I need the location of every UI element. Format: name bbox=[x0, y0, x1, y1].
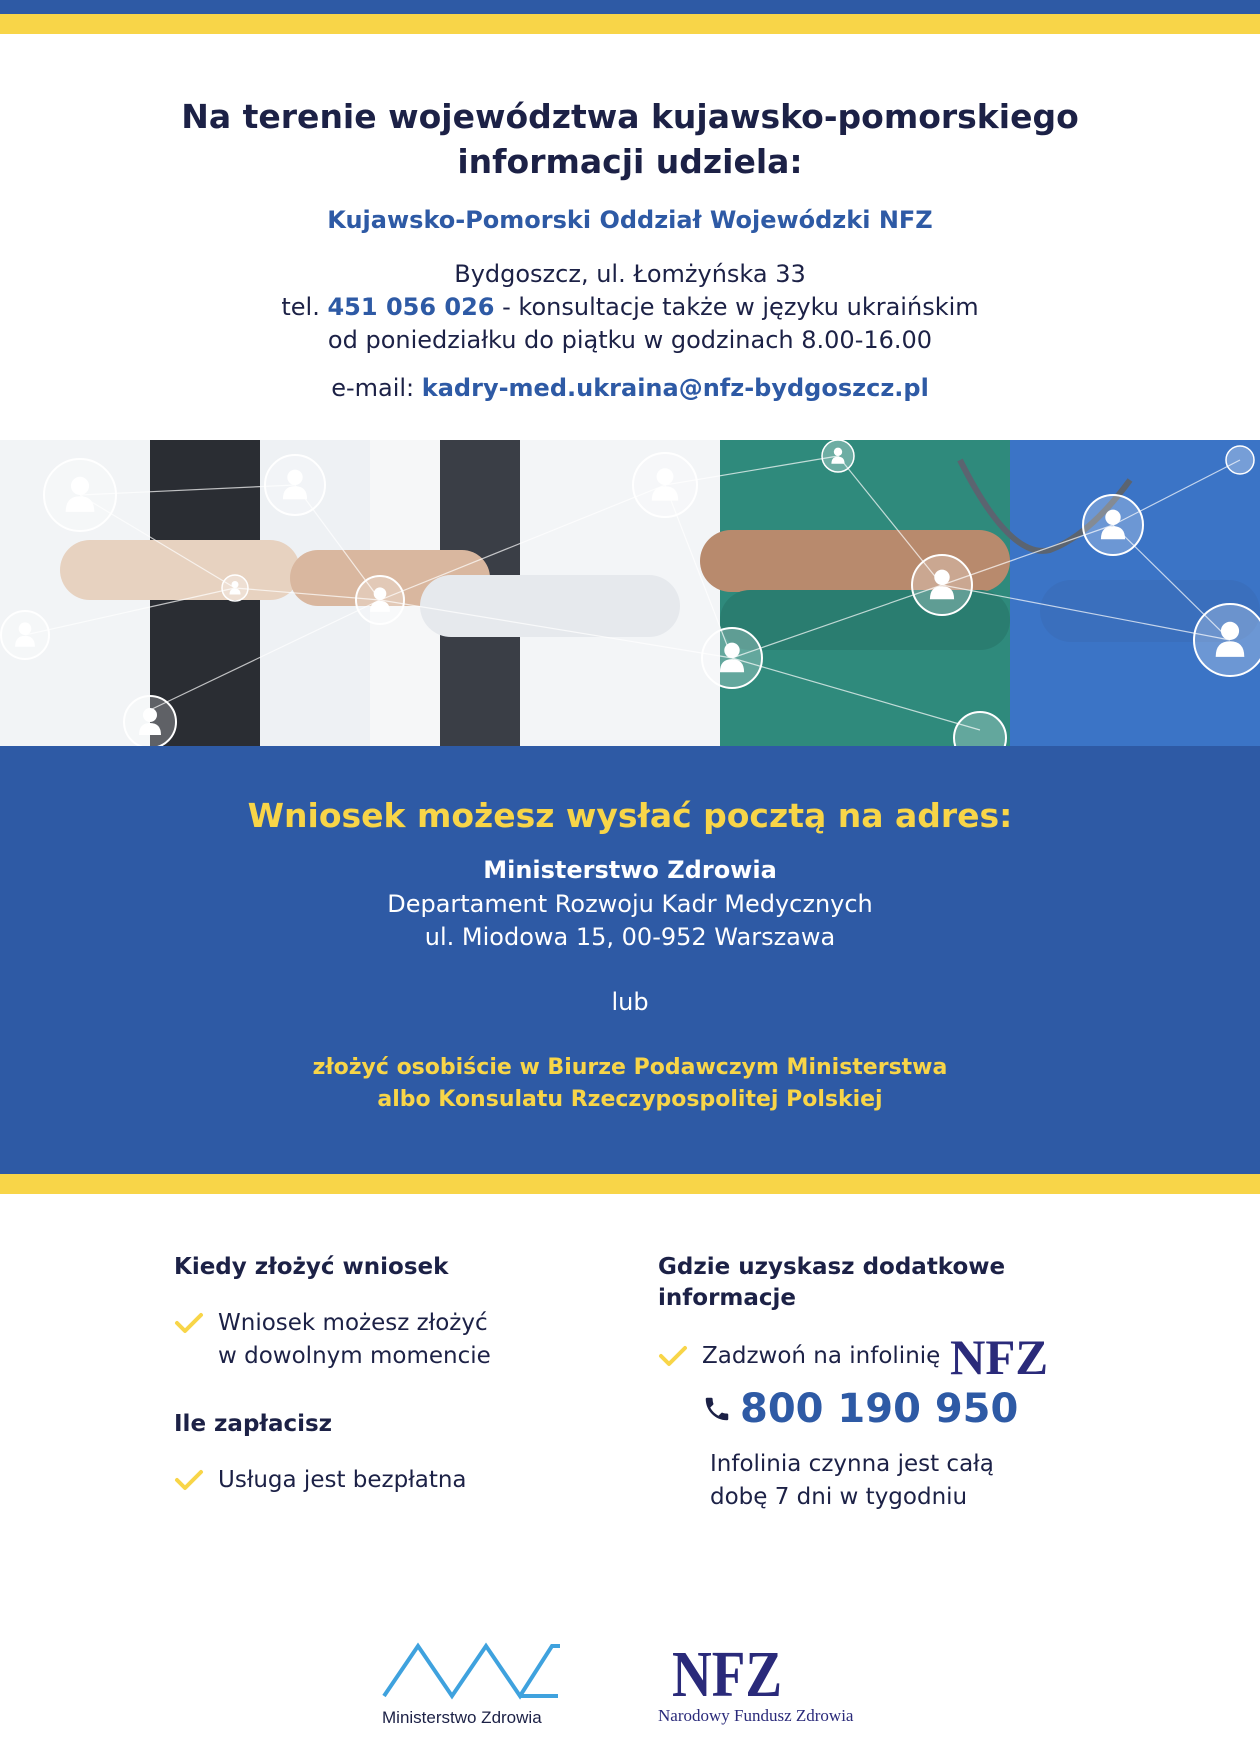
org-name: Kujawsko-Pomorski Oddział Wojewódzki NFZ bbox=[327, 206, 933, 234]
ministerstwo-zdrowia-logo bbox=[380, 1640, 580, 1728]
person-icon bbox=[356, 576, 404, 624]
email-link[interactable]: kadry-med.ukraina@nfz-bydgoszcz.pl bbox=[421, 374, 929, 402]
person-icon bbox=[265, 455, 325, 515]
left-info-column bbox=[174, 1252, 604, 1497]
top-stripe-blue bbox=[0, 0, 1260, 14]
personal-line-1: złożyć osobiście w Biurze Podawczym Ministerstwa bbox=[312, 1055, 948, 1080]
nfz-inline-text: NFZ bbox=[950, 1332, 1049, 1380]
page-title bbox=[0, 94, 1260, 184]
personal-line-2: albo Konsulatu Rzeczypospolitej Polskiej bbox=[377, 1087, 883, 1112]
cost-item bbox=[174, 1464, 604, 1497]
street-line: ul. Miodowa 15, 00-952 Warszawa bbox=[424, 923, 836, 951]
check-icon bbox=[658, 1344, 688, 1368]
top-stripe-yellow bbox=[0, 14, 1260, 34]
infoline-hours bbox=[710, 1448, 1128, 1514]
when-item-line-1: Wniosek możesz złożyć bbox=[218, 1310, 488, 1336]
personal-submission bbox=[0, 1052, 1260, 1116]
photo-illustration bbox=[0, 440, 1260, 746]
right-info-column bbox=[658, 1252, 1128, 1514]
person-icon bbox=[633, 453, 697, 517]
cost-item-text: Usługa jest bezpłatna bbox=[218, 1467, 467, 1493]
person-icon bbox=[1226, 446, 1254, 474]
or-separator: lub bbox=[611, 988, 649, 1016]
email-label: e-mail: bbox=[331, 374, 415, 402]
tel-prefix: tel. bbox=[281, 293, 320, 321]
contact-header bbox=[0, 34, 1260, 440]
mail-section bbox=[0, 746, 1260, 1174]
check-icon bbox=[174, 1311, 204, 1335]
more-info-heading-line-2: informacje bbox=[658, 1285, 797, 1311]
title-line-1: Na terenie województwa kujawsko-pomorskiego bbox=[181, 97, 1079, 136]
phone-line bbox=[0, 291, 1260, 324]
more-info-heading bbox=[658, 1252, 1128, 1314]
more-info-heading-line-1: Gdzie uzyskasz dodatkowe bbox=[658, 1254, 1006, 1280]
nfz-logo bbox=[654, 1640, 894, 1726]
person-icon bbox=[222, 575, 248, 601]
nfz-logo-text: NFZ bbox=[672, 1640, 782, 1702]
tel-suffix: - konsultacje także w języku ukraińskim bbox=[502, 293, 979, 321]
infoline-hours-line-1: Infolinia czynna jest całą bbox=[710, 1451, 994, 1477]
footer-logos bbox=[0, 1640, 1260, 1740]
ministry-address bbox=[0, 888, 1260, 954]
title-line-2: informacji udziela: bbox=[457, 142, 803, 181]
cost-heading: Ile zapłacisz bbox=[174, 1411, 333, 1437]
person-icon bbox=[1194, 604, 1260, 676]
person-icon bbox=[912, 555, 972, 615]
call-item-text: Zadzwoń na infolinię bbox=[702, 1342, 941, 1369]
department-name: Departament Rozwoju Kadr Medycznych bbox=[387, 890, 873, 918]
person-icon bbox=[702, 628, 762, 688]
office-hours: od poniedziałku do piątku w godzinach 8.00-16.00 bbox=[327, 326, 933, 354]
person-icon bbox=[822, 440, 854, 472]
infoline-number[interactable]: 800 190 950 bbox=[740, 1386, 1019, 1432]
top-flag-stripe bbox=[0, 0, 1260, 34]
person-icon bbox=[44, 459, 116, 531]
email-line bbox=[0, 374, 1260, 402]
yellow-divider-stripe bbox=[0, 1174, 1260, 1194]
ministry-name: Ministerstwo Zdrowia bbox=[483, 856, 777, 884]
mz-logo-mark bbox=[380, 1640, 560, 1702]
call-item bbox=[658, 1332, 1128, 1380]
tel-number[interactable]: 451 056 026 bbox=[327, 293, 495, 321]
when-item-text bbox=[218, 1307, 491, 1373]
medical-staff-photo bbox=[0, 440, 1260, 746]
nfz-inline-logo bbox=[948, 1332, 1052, 1380]
person-icon bbox=[1, 611, 49, 659]
when-heading: Kiedy złożyć wniosek bbox=[174, 1254, 449, 1280]
nfz-logo-mark bbox=[654, 1640, 804, 1702]
when-item bbox=[174, 1307, 604, 1373]
contact-address-block bbox=[0, 258, 1260, 357]
phone-icon bbox=[702, 1394, 732, 1424]
mail-section-title: Wniosek możesz wysłać pocztą na adres: bbox=[247, 796, 1013, 835]
person-icon bbox=[1083, 495, 1143, 555]
mz-logo-caption: Ministerstwo Zdrowia bbox=[382, 1708, 542, 1727]
nfz-logo-caption: Narodowy Fundusz Zdrowia bbox=[658, 1706, 854, 1725]
person-icon bbox=[124, 696, 176, 746]
infoline-hours-line-2: dobę 7 dni w tygodniu bbox=[710, 1484, 968, 1510]
infoline-phone bbox=[702, 1386, 1128, 1432]
check-icon bbox=[174, 1468, 204, 1492]
when-item-line-2: w dowolnym momencie bbox=[218, 1343, 491, 1369]
street-address: Bydgoszcz, ul. Łomżyńska 33 bbox=[454, 260, 806, 288]
